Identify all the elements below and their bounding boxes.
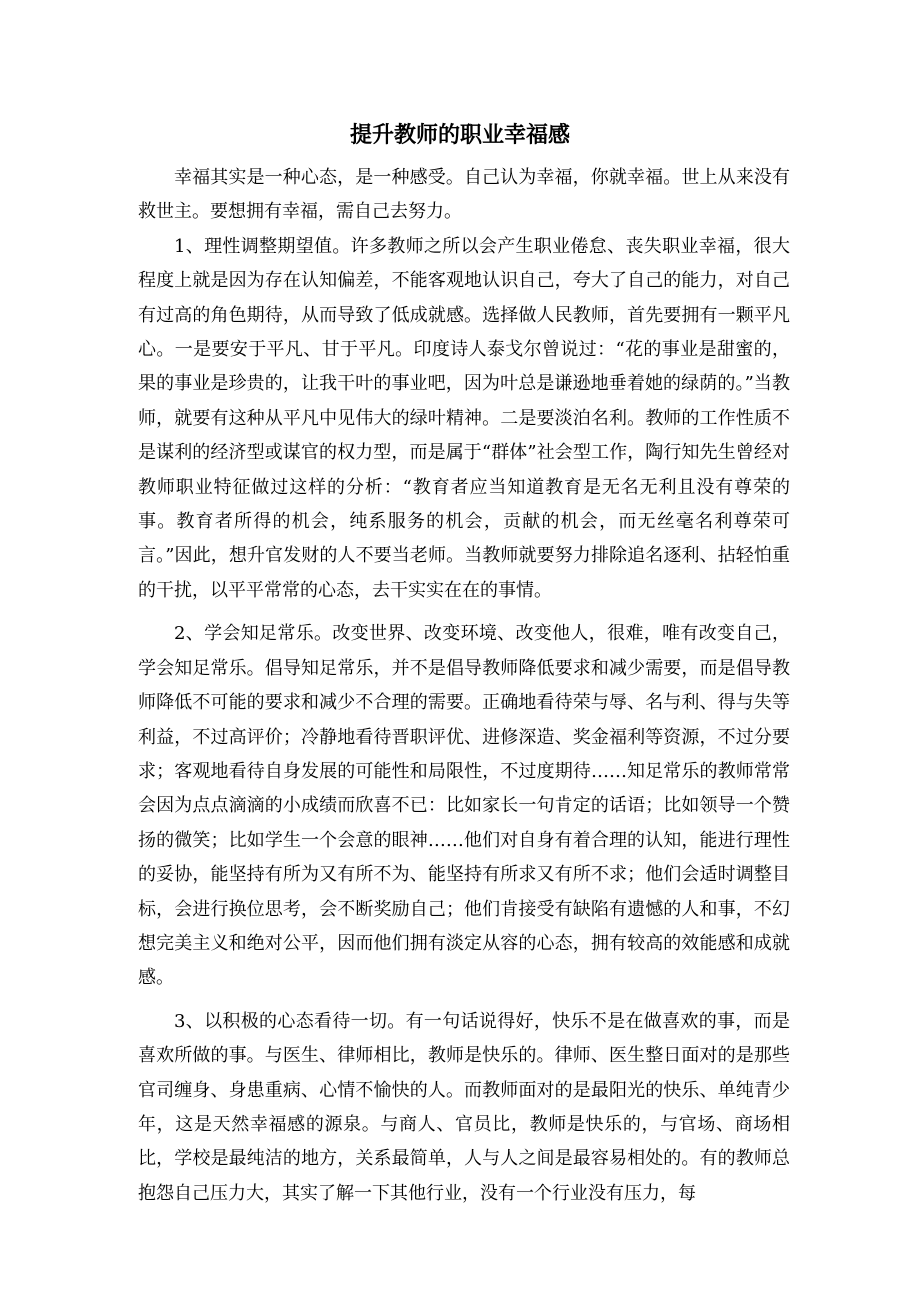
- page-title: 提升教师的职业幸福感: [349, 122, 570, 148]
- paragraph-spacer: [138, 608, 790, 617]
- document-body: [138, 161, 790, 1211]
- paragraph-point-3: 3、以积极的心态看待一切。有一句话说得好，快乐不是在做喜欢的事，而是喜欢所做的事。与医生、律师相比，教师是快乐的。律师、医生整日面对的是那些官司缠身、身患重病、心情不愉快的人。而教师面对的是最阳光的快乐、单纯青少年，这是天然幸福感的源泉。与商人、官员比，教师是快乐的，与官场、商场相比，学校是最纯洁的地方，关系最简单，人与人之间是最容易相处的。有的教师总抱怨自己压力大，其实了解一下其他行业，没有一个行业没有压力，每: [138, 1010, 790, 1204]
- paragraph-point-2: 2、学会知足常乐。改变世界、改变环境、改变他人，很难，唯有改变自己，学会知足常乐。倡导知足常乐，并不是倡导教师降低要求和减少需要，而是倡导教师降低不可能的要求和减少不合理的需要。正确地看待荣与辱、名与利、得与失等利益，不过高评价；冷静地看待晋职评优、进修深造、奖金福利等资源，不过分要求；客观地看待自身发展的可能性和局限性，不过度期待……知足常乐的教师常常会因为点点滴滴的小成绩而欣喜不已：比如家长一句肯定的话语；比如领导一个赞扬的微笑；比如学生一个会意的眼神……他们对自身有着合理的认知，能进行理性的妥协，能坚持有所为又有所不为、能坚持有所求又有所不求；他们会适时调整目标，会进行换位思考，会不断奖励自己；他们肯接受有缺陷有遗憾的人和事，不幻想完美主义和绝对公平，因而他们拥有淡定从容的心态，拥有较高的效能感和成就感。: [138, 623, 790, 989]
- paragraph-intro: 幸福其实是一种心态，是一种感受。自己认为幸福，你就幸福。世上从来没有救世主。要想拥有幸福，需自己去努力。: [138, 167, 790, 223]
- paragraph-point-1: 1、理性调整期望值。许多教师之所以会产生职业倦怠、丧失职业幸福，很大程度上就是因为存在认知偏差，不能客观地认识自己，夸大了自己的能力，对自己有过高的角色期待，从而导致了低成就感。选择做人民教师，首先要拥有一颗平凡心。一是要安于平凡、甘于平凡。印度诗人泰戈尔曾说过：“花的事业是甜蜜的，果的事业是珍贵的，让我干叶的事业吧，因为叶总是谦逊地垂着她的绿荫的。”当教师，就要有这种从平凡中见伟大的绿叶精神。二是要淡泊名利。教师的工作性质不是谋利的经济型或谋官的权力型，而是属于“群体”社会型工作，陶行知先生曾经对教师职业特征做过这样的分析：“教育者应当知道教育是无名无利且没有尊荣的事。教育者所得的机会，纯系服务的机会，贡献的机会，而无丝毫名利尊荣可言。”因此，想升官发财的人不要当老师。当教师就要努力排除追名逐利、拈轻怕重的干扰，以平平常常的心态，去干实实在在的事情。: [138, 235, 790, 601]
- paragraph-spacer: [138, 996, 790, 1005]
